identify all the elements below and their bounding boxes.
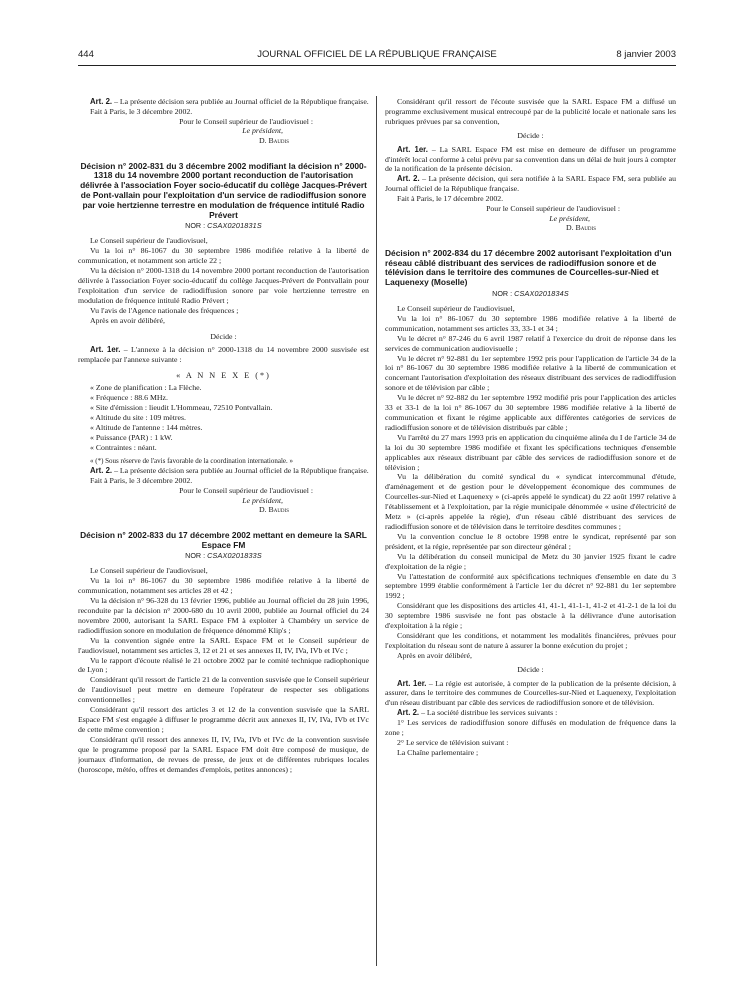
signature-name: D. Baudis — [565, 223, 596, 233]
text-paragraph: Vu l'avis de l'Agence nationale des fréquences ; — [90, 305, 239, 315]
text-paragraph: Vu la délibération du comité syndical du « syndicat intercommunal d'étude, d'aménagement et de gestion pour le développement économique des communes de Courcelles-sur-Nied et Laquenexy » (ci-après appelé le syndicat) du 22 août 1997 relative à l'établissement et à l'exploitation, par la régie municipale dénommée « usine d'électricité de Metz » (ci-après appelée la régie), d'un réseau câblé distribuant des services de radiodiffusion sonore et de télévision dans le territoire desdites communes ; — [385, 472, 676, 531]
article-label: Art. 2. — [90, 97, 113, 106]
article-paragraph — [385, 174, 676, 194]
article-label: Art. 1er. — [90, 345, 121, 355]
article-text: – La régie est autorisée, à compter de la publication de la présente décision, à assurer, dans le territoire des communes de Courcelles-sur-Nied et Laquenexy, l'exploitation d'un réseau distribuant par câble des services de radiodiffusion sonore et de télévision. — [385, 678, 676, 708]
article-text: – La société distribue les services suivants : — [421, 708, 558, 718]
list-item: 1° Les services de radiodiffusion sonore diffusés en modulation de fréquence dans la zone ; — [385, 718, 676, 738]
signature-date: Fait à Paris, le 3 décembre 2002. — [90, 476, 193, 486]
decision-title: Décision n° 2002-831 du 3 décembre 2002 modifiant la décision n° 2000-1318 du 14 novembre 2000 portant reconduction de l'autorisation délivrée à l'association Foyer socio-éducatif du collège Jacques-Prévert de Pont-vallain pour l'exploitation d'un service de radiodiffusion sonore par voie hertzienne terrestre en modulation de fréquence intitulé Radio Prévert — [80, 160, 367, 220]
text-paragraph: Vu l'arrêté du 27 mars 1993 pris en application du cinquième alinéa du I de l'article 34 de la loi du 30 septembre 1986 modifiée et fixant les spécifications techniques d'ensemble applicables aux réseaux distribuant par câble des services de radiodiffusion sonore et de télévision ; — [385, 432, 676, 472]
nor-reference — [78, 550, 369, 562]
signature-role: Le président, — [242, 126, 283, 136]
page-number: 444 — [78, 49, 94, 60]
text-paragraph: Vu la décision n° 2000-1318 du 14 novembre 2000 portant reconduction de l'autorisation délivrée à l'association Foyer socio-éducatif du collège Jacques-Prévert de Pontvallain pour l'exploitation d'un service de radiodiffusion sonore par voie hertzienne terrestre en modulation de fréquence intitulé Radio Prévert ; — [78, 266, 369, 305]
article-paragraph — [385, 708, 676, 718]
nor-code: CSAX0201834S — [514, 289, 569, 299]
article-label: Art. 2. — [397, 174, 420, 184]
article-label: Art. 1er. — [397, 678, 427, 688]
annex-item: « Fréquence : 88.6 MHz. — [90, 393, 168, 403]
article-paragraph — [385, 145, 676, 175]
text-paragraph: Vu le rapport d'écoute réalisé le 21 octobre 2002 par le comité technique radiophonique de Lyon ; — [78, 655, 369, 675]
annex-item: « Puissance (PAR) : 1 kW. — [90, 432, 173, 442]
article-label: Art. 2. — [397, 708, 420, 718]
column-divider — [376, 96, 377, 966]
article-label: Art. 2. — [90, 466, 113, 476]
annex-note: « (*) Sous réserve de l'avis favorable de la coordination internationale. » — [90, 456, 294, 465]
decide-heading: Décide : — [517, 130, 544, 140]
nor-reference — [385, 288, 676, 300]
annex-item: « Contraintes : néant. — [90, 442, 157, 452]
text-paragraph: Le Conseil supérieur de l'audiovisuel, — [90, 236, 208, 246]
header-rule — [78, 65, 676, 66]
decide-heading: Décide : — [517, 664, 544, 674]
list-item: La Chaîne parlementaire ; — [397, 747, 479, 757]
signature-role: Le président, — [242, 495, 283, 505]
signature-date: Fait à Paris, le 3 décembre 2002. — [90, 106, 193, 116]
text-paragraph: Considérant qu'il ressort de l'article 21 de la convention susvisée que le Conseil supérieur de l'audiovisuel peut mettre en demeure l'opérateur de respecter ses obligations conventionnelles ; — [78, 675, 369, 705]
annex-item: « Zone de planification : La Flèche. — [90, 383, 202, 393]
text-paragraph: Vu le décret n° 92-881 du 1er septembre 1992 pris pour l'application de l'article 34 de la loi n° 86-1067 du 30 septembre 1986 modifiée relative à la liberté de communication et concernant l'autorisation d'exploitation des réseaux distribuant des services de radiodiffusion sonore et de télévision par câble ; — [385, 353, 676, 393]
journal-title: JOURNAL OFFICIEL DE LA RÉPUBLIQUE FRANÇAISE — [257, 49, 497, 60]
text-paragraph: Vu la convention signée entre la SARL Espace FM et le Conseil supérieur de l'audiovisuel, notamment ses articles 3, 12 et 21 et ses annexes II, IV, IVa, IVb et IVc ; — [78, 635, 369, 655]
text-paragraph: Après en avoir délibéré, — [397, 650, 472, 660]
signature-line: Pour le Conseil supérieur de l'audiovisuel : — [179, 116, 313, 126]
article-label: Art. 1er. — [397, 144, 428, 154]
text-paragraph: Vu la délibération du conseil municipal de Metz du 30 janvier 1925 fixant le cadre d'exploitation de la régie ; — [385, 551, 676, 571]
signature-role: Le président, — [549, 213, 590, 223]
signature-name: D. Baudis — [258, 505, 289, 515]
text-paragraph: Vu la convention conclue le 8 octobre 1998 entre le syndicat, représenté par son président, et la régie, représentée par son directeur général ; — [385, 531, 676, 551]
article-text: – La présente décision, qui sera notifiée à la SARL Espace FM, sera publiée au Journal officiel de la République française. — [385, 174, 676, 194]
nor-label: NOR : — [492, 289, 513, 299]
article-paragraph — [78, 345, 369, 365]
text-paragraph: Vu la loi n° 86-1067 du 30 septembre 1986 modifiée relative à la liberté de communication, notamment ses articles 28 et 42 ; — [78, 576, 369, 596]
article-paragraph — [78, 466, 369, 476]
text-paragraph: Après en avoir délibéré, — [90, 315, 165, 325]
annex-heading: « A N N E X E (*) — [176, 371, 271, 381]
signature-line: Pour le Conseil supérieur de l'audiovisuel : — [486, 204, 620, 214]
article-text: – L'annexe à la décision n° 2000-1318 du 14 novembre 2000 susvisée est remplacée par l'annexe suivante : — [78, 345, 369, 365]
text-paragraph: Vu la loi n° 86-1067 du 30 septembre 1986 modifiée relative à la liberté de communication, notamment ses articles 33, 33-1 et 34 ; — [385, 313, 676, 333]
text-paragraph: Considérant que les dispositions des articles 41, 41-1, 41-1-1, 41-2 et 41-2-1 de la loi du 30 septembre 1986 susvisée ne font pas obstacle à la délivrance d'une autorisation d'exploitation à la régie ; — [385, 601, 676, 631]
nor-reference — [78, 220, 369, 232]
article-text: – La présente décision sera publiée au Journal officiel de la République française. — [114, 466, 369, 476]
decision-title: Décision n° 2002-833 du 17 décembre 2002 mettant en demeure la SARL Espace FM — [80, 529, 367, 550]
annex-item: « Altitude de l'antenne : 144 mètres. — [90, 422, 203, 432]
text-paragraph: Le Conseil supérieur de l'audiovisuel, — [397, 304, 515, 314]
decide-heading: Décide : — [210, 331, 237, 341]
nor-code: CSAX0201833S — [207, 551, 262, 561]
article-text: – La présente décision sera publiée au Journal officiel de la République française. — [114, 97, 369, 106]
decision-title: Décision n° 2002-834 du 17 décembre 2002 autorisant l'exploitation d'un réseau câblé distribuant des services de radiodiffusion sonore et de télévision dans le territoire des communes de Courcelles-sur-Nied et Laquenexy (Moselle) — [385, 247, 672, 288]
nor-label: NOR : — [185, 551, 206, 561]
text-paragraph: Vu la décision n° 96-328 du 13 février 1996, publiée au Journal officiel du 28 juin 1996, reconduite par la décision n° 2000-680 du 10 avril 2000, publiée au Journal officiel du 24 novembre 2000, autorisant la SARL Espace FM à exploiter à Chambéry un service de radiodiffusion sonore en modulation de fréquence dénommé Klip's ; — [78, 596, 369, 635]
article-text: – La SARL Espace FM est mise en demeure de diffuser un programme d'intérêt local conforme à celui prévu par sa convention dans un délai de huit jours à compter de la notification de la présente décision. — [385, 144, 676, 174]
annex-item: « Altitude du site : 109 mètres. — [90, 412, 186, 422]
text-paragraph: Considérant que les conditions, et notamment les modalités financières, prévues pour l'exploitation du réseau sont de nature à assurer la bonne exécution du projet ; — [385, 630, 676, 650]
signature-name: D. Baudis — [258, 136, 289, 145]
page-header — [78, 47, 676, 63]
text-paragraph: Vu le décret n° 92-882 du 1er septembre 1992 modifié pris pour l'application des articles 33 et 33-1 de la loi n° 86-1067 du 30 septembre 1986 modifiée relative à la liberté de communication et fixant le régime applicable aux différentes catégories de services de radiodiffusion sonore et de télévision distribués par câble ; — [385, 393, 676, 432]
signature-line: Pour le Conseil supérieur de l'audiovisuel : — [179, 486, 313, 495]
text-paragraph: Considérant qu'il ressort des articles 3 et 12 de la convention susvisée que la SARL Espace FM s'est engagée à diffuser le programme décrit aux annexes II, IV, IVa, IVb et IVc de cette même convention ; — [78, 705, 369, 734]
right-column — [385, 97, 676, 977]
nor-code: CSAX0201831S — [207, 221, 262, 231]
text-paragraph: Le Conseil supérieur de l'audiovisuel, — [90, 566, 208, 576]
list-item: 2° Le service de télévision suivant : — [397, 738, 509, 747]
signature-date: Fait à Paris, le 17 décembre 2002. — [397, 194, 504, 204]
text-paragraph: Vu le décret n° 87-246 du 6 avril 1987 relatif à l'exercice du droit de réponse dans les services de communication audiovisuelle ; — [385, 333, 676, 353]
text-paragraph: Vu l'attestation de conformité aux spécifications techniques d'ensemble en date du 3 septembre 1999 établie conformément à l'article 1er du décret n° 92-881 du 1er septembre 1992 ; — [385, 571, 676, 601]
text-paragraph: Considérant qu'il ressort des annexes II, IV, IVa, IVb et IVc de la convention susvisée que le programme proposé par la SARL Espace FM doit être composé de musique, de journaux d'information, de revues de presse, de jeux et de différentes rubriques locales (horoscope, météo, offres et demandes d'emplois, petites annonces) ; — [78, 734, 369, 774]
nor-label: NOR : — [185, 221, 206, 231]
article-paragraph — [385, 679, 676, 709]
issue-date: 8 janvier 2003 — [616, 49, 676, 60]
article-paragraph — [78, 97, 369, 107]
left-column — [78, 97, 369, 967]
text-paragraph: Vu la loi n° 86-1067 du 30 septembre 1986 modifiée relative à la liberté de communication, et notamment son article 22 ; — [78, 246, 369, 266]
annex-item: « Site d'émission : lieudit L'Hommeau, 72510 Pontvallain. — [90, 403, 273, 413]
text-paragraph: Considérant qu'il ressort de l'écoute susvisée que la SARL Espace FM a diffusé un programme exclusivement musical entrecoupé par de la publicité locale et nationale sans les rubriques prévues par sa convention, — [385, 97, 676, 126]
